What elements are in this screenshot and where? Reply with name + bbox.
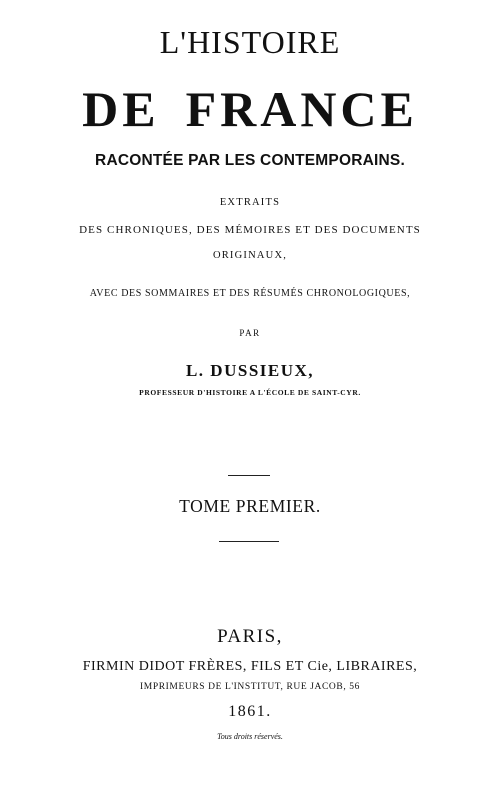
title-line-2 <box>0 81 500 137</box>
description-chroniques: DES CHRONIQUES, DES MÉMOIRES ET DES DOCUMENTS <box>79 224 421 236</box>
divider-lower <box>219 541 279 542</box>
imprint-city: PARIS, <box>217 626 283 647</box>
divider-upper <box>228 475 270 476</box>
description-extraits: EXTRAITS <box>219 197 281 208</box>
subtitle: RACONTÉE PAR LES CONTEMPORAINS. <box>95 152 405 169</box>
byline-par: PAR <box>239 328 261 338</box>
author-affiliation: PROFESSEUR D'HISTOIRE A L'ÉCOLE DE SAINT-CYR. <box>139 388 361 397</box>
description-originaux: ORIGINAUX, <box>212 250 288 261</box>
title-word-de: DE <box>82 81 160 137</box>
imprint-year: 1861. <box>228 703 272 720</box>
volume-label: TOME PREMIER. <box>179 496 321 516</box>
imprint-printers: IMPRIMEURS DE L'INSTITUT, RUE JACOB, 56 <box>140 682 360 692</box>
title-word-france: FRANCE <box>185 81 418 137</box>
imprint-publisher: FIRMIN DIDOT FRÈRES, FILS ET Cie, LIBRAIRES, <box>82 659 418 674</box>
rights-notice: Tous droits réservés. <box>217 732 283 741</box>
title-line-1: L'HISTOIRE <box>159 24 341 60</box>
author-name: L. DUSSIEUX, <box>185 361 315 380</box>
description-sommaires: AVEC DES SOMMAIRES ET DES RÉSUMÉS CHRONOLOGIQUES, <box>89 288 411 299</box>
